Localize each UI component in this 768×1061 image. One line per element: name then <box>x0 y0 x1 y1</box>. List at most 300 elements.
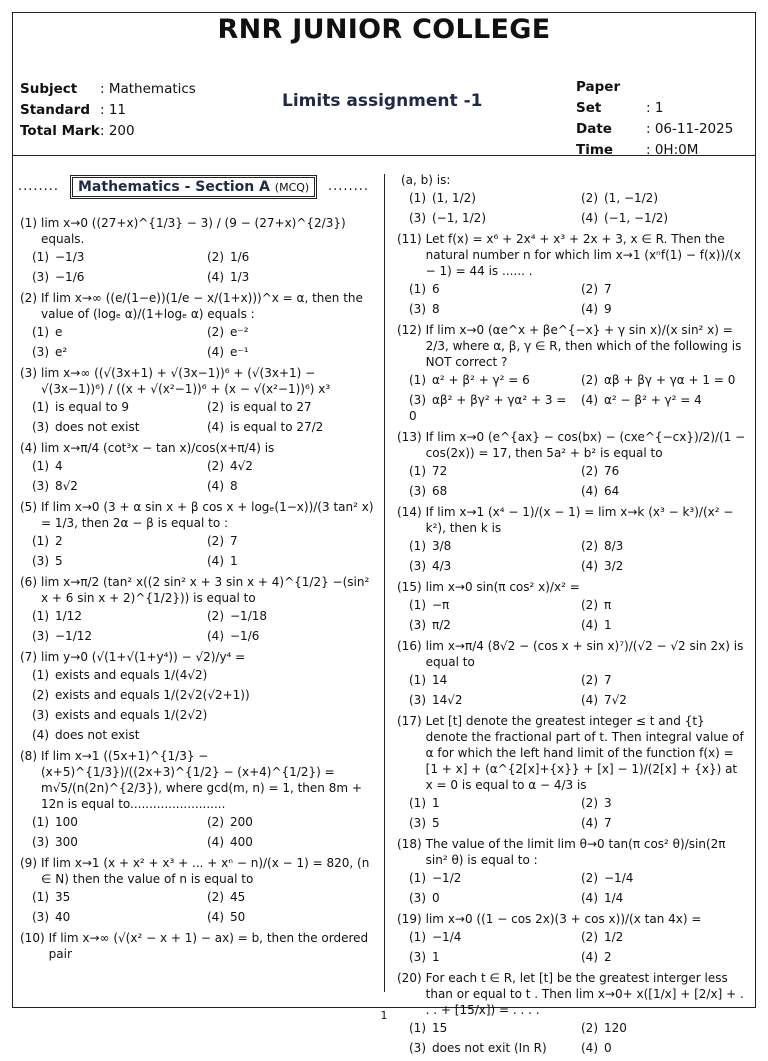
answer-option[interactable] <box>581 390 747 426</box>
option-number: (1) <box>32 890 49 904</box>
option-number: (1) <box>32 534 49 548</box>
option-text: 0 <box>432 891 440 905</box>
answer-option[interactable] <box>581 188 747 208</box>
option-text: e⁻¹ <box>230 345 249 359</box>
answer-option[interactable] <box>581 690 747 710</box>
option-number: (2) <box>207 815 224 829</box>
option-number: (1) <box>32 400 49 414</box>
option-text: 8/3 <box>604 539 624 553</box>
answer-option[interactable] <box>581 536 747 556</box>
question-item <box>20 215 376 287</box>
question-number: (16) <box>397 639 422 653</box>
option-text: exists and equals 1/(2√2(√2+1)) <box>55 688 250 702</box>
question-text <box>20 855 376 887</box>
question-number: (11) <box>397 232 422 246</box>
answer-option[interactable] <box>207 606 376 626</box>
left-meta <box>20 79 196 142</box>
option-text: 1/6 <box>230 250 250 264</box>
option-text: exists and equals 1/(4√2) <box>55 668 208 682</box>
answer-option[interactable] <box>207 476 376 496</box>
section-subtitle: (MCQ) <box>274 181 310 194</box>
question-item <box>397 172 747 228</box>
answer-option[interactable] <box>32 456 201 476</box>
question-item <box>397 322 747 426</box>
option-text: −1/18 <box>230 609 268 623</box>
question-stem: If lim x→0 (e^{ax} − cos(bx) − (cxe^{−cx})/2)/(1 − cos(2x)) = 17, then 5a² + b² is equal to <box>425 430 746 460</box>
option-number: (4) <box>207 479 224 493</box>
question-item <box>20 365 376 437</box>
meta-key: Paper Set <box>576 79 621 116</box>
answer-option[interactable] <box>207 832 376 852</box>
question-text <box>20 574 376 606</box>
answer-option[interactable] <box>409 188 575 208</box>
question-text <box>20 930 376 962</box>
questions-right-column <box>397 172 747 1061</box>
option-text: 68 <box>432 484 448 498</box>
answer-option[interactable] <box>581 481 747 501</box>
answer-option[interactable] <box>32 247 201 267</box>
option-text: −π <box>432 598 450 612</box>
answer-option[interactable] <box>207 247 376 267</box>
answer-option[interactable] <box>409 556 575 576</box>
question-stem: Let [t] denote the greatest integer ≤ t and {t} denote the fractional part of t. Then integral value of α for which the left hand limit of the function f(x) = [1 + x] + (α^{2[x]+{x}} + [x] − 1)/(2[x] + {x}) at x = 0 is equal to α − 4/3 is <box>425 714 744 792</box>
answer-option[interactable] <box>409 461 575 481</box>
option-text: 15 <box>432 1021 448 1035</box>
option-text: 40 <box>55 910 71 924</box>
option-text: 8 <box>230 479 238 493</box>
answer-option[interactable] <box>32 606 201 626</box>
question-text <box>397 231 747 279</box>
question-text <box>397 836 747 868</box>
question-item <box>20 290 376 362</box>
answer-option[interactable] <box>409 868 575 888</box>
answer-option[interactable] <box>581 1038 747 1058</box>
meta-key: Time <box>576 142 614 158</box>
option-number: (3) <box>409 891 426 905</box>
question-stem: lim x→0 ((27+x)^{1/3} − 3) / (9 − (27+x)^{2/3}) equals. <box>41 216 346 246</box>
option-text: 35 <box>55 890 71 904</box>
question-item <box>397 713 747 833</box>
answer-option[interactable] <box>409 670 575 690</box>
option-text: 1/2 <box>604 930 624 944</box>
question-stem: If lim x→∞ ((e/(1−e))(1/e − x/(1+x)))^x = α, then the value of (logₑ α)/(1+logₑ α) equals : <box>41 291 363 321</box>
option-number: (4) <box>581 891 598 905</box>
question-item <box>397 911 747 967</box>
option-text: 8 <box>432 302 440 316</box>
option-text: 72 <box>432 464 448 478</box>
answer-option[interactable] <box>207 322 376 342</box>
section-dots-left: ........ <box>18 179 60 194</box>
options-grid <box>409 188 747 228</box>
question-item <box>20 855 376 927</box>
question-stem: If lim x→1 (x + x² + x³ + ... + xⁿ − n)/(x − 1) = 820, (n ∈ N) then the value of n is equal to <box>41 856 370 886</box>
option-number: (3) <box>32 910 49 924</box>
option-number: (4) <box>581 302 598 316</box>
answer-option[interactable] <box>32 887 201 907</box>
page-number: 1 <box>380 1009 388 1022</box>
option-number: (3) <box>409 211 426 225</box>
option-text: α² + β² + γ² = 6 <box>432 373 530 387</box>
option-number: (2) <box>207 325 224 339</box>
option-number: (1) <box>409 282 426 296</box>
option-number: (3) <box>32 270 49 284</box>
answer-option[interactable] <box>409 208 575 228</box>
meta-value: : 0H:0M <box>646 142 699 158</box>
answer-option[interactable] <box>409 927 575 947</box>
option-number: (2) <box>581 930 598 944</box>
option-number: (2) <box>32 688 49 702</box>
answer-option[interactable] <box>32 322 201 342</box>
answer-option[interactable] <box>409 813 575 833</box>
meta-row-paper-set <box>576 77 733 119</box>
option-number: (3) <box>32 479 49 493</box>
question-text <box>397 322 747 370</box>
answer-option[interactable] <box>409 536 575 556</box>
option-number: (4) <box>581 816 598 830</box>
option-text: 1 <box>230 554 238 568</box>
option-text: 45 <box>230 890 246 904</box>
question-item <box>20 930 376 962</box>
answer-option[interactable] <box>581 927 747 947</box>
answer-option[interactable] <box>581 461 747 481</box>
options-grid <box>409 868 747 908</box>
header-divider <box>12 155 756 156</box>
question-text <box>20 440 376 456</box>
option-number: (2) <box>581 191 598 205</box>
options-grid <box>409 279 747 319</box>
option-number: (1) <box>32 815 49 829</box>
option-number: (2) <box>581 1021 598 1035</box>
question-item <box>397 638 747 710</box>
answer-option[interactable] <box>207 812 376 832</box>
option-text: e⁻² <box>230 325 249 339</box>
question-number: (13) <box>397 430 422 444</box>
question-stem: lim x→π/2 (tan² x((2 sin² x + 3 sin x + 4)^{1/2} −(sin² x + 6 sin x + 2)^{1/2})) is equal to <box>41 575 370 605</box>
options-grid <box>32 531 376 571</box>
answer-option[interactable] <box>581 947 747 967</box>
option-text: 9 <box>604 302 612 316</box>
question-number: (15) <box>397 580 422 594</box>
option-text: 1 <box>432 950 440 964</box>
options-grid <box>409 670 747 710</box>
question-item <box>397 231 747 319</box>
answer-option[interactable] <box>581 888 747 908</box>
answer-option[interactable] <box>32 705 376 725</box>
question-number: (12) <box>397 323 422 337</box>
option-number: (1) <box>409 539 426 553</box>
options-grid <box>409 536 747 576</box>
answer-option[interactable] <box>409 595 575 615</box>
option-text: 50 <box>230 910 246 924</box>
option-text: 8√2 <box>55 479 78 493</box>
option-text: (−1, 1/2) <box>432 211 486 225</box>
answer-option[interactable] <box>409 947 575 967</box>
option-text: 7√2 <box>604 693 627 707</box>
option-text: 14 <box>432 673 448 687</box>
answer-option[interactable] <box>32 665 376 685</box>
column-divider <box>384 174 385 992</box>
meta-key: Total Mark <box>20 123 100 139</box>
option-number: (4) <box>581 393 598 407</box>
option-number: (1) <box>409 191 426 205</box>
option-number: (4) <box>581 618 598 632</box>
option-number: (1) <box>409 373 426 387</box>
section-title-box <box>70 175 317 199</box>
question-number: (20) <box>397 971 422 985</box>
option-text: 14√2 <box>432 693 463 707</box>
answer-option[interactable] <box>207 342 376 362</box>
option-number: (2) <box>581 373 598 387</box>
answer-option[interactable] <box>581 279 747 299</box>
question-stem: The value of the limit lim θ→0 tan(π cos² θ)/sin(2π sin² θ) is equal to : <box>425 837 726 867</box>
option-text: 76 <box>604 464 620 478</box>
option-number: (2) <box>581 871 598 885</box>
meta-row-date <box>576 119 733 140</box>
option-text: 7 <box>604 282 612 296</box>
options-grid <box>32 665 376 745</box>
question-number: (17) <box>397 714 422 728</box>
option-text: is equal to 27/2 <box>230 420 324 434</box>
answer-option[interactable] <box>581 299 747 319</box>
option-text: 4/3 <box>432 559 452 573</box>
option-text: 7 <box>230 534 238 548</box>
question-text <box>397 429 747 461</box>
question-stem: If lim x→0 (αe^x + βe^{−x} + γ sin x)/(x sin² x) = 2/3, where α, β, γ ∈ R, then which of the following is NOT correct ? <box>425 323 742 369</box>
college-name: RNR JUNIOR COLLEGE <box>217 14 551 45</box>
question-item <box>397 429 747 501</box>
option-number: (1) <box>409 930 426 944</box>
section-dots-right: ........ <box>328 179 370 194</box>
answer-option[interactable] <box>207 907 376 927</box>
option-text: 2 <box>55 534 63 548</box>
option-text: 1 <box>604 618 612 632</box>
section-title: Mathematics - Section A <box>78 179 270 195</box>
option-text: −1/6 <box>55 270 85 284</box>
option-text: π <box>604 598 612 612</box>
option-number: (3) <box>32 345 49 359</box>
option-text: 120 <box>604 1021 627 1035</box>
option-number: (2) <box>207 400 224 414</box>
answer-option[interactable] <box>581 208 747 228</box>
meta-key: Standard <box>20 102 90 118</box>
answer-option[interactable] <box>32 725 376 745</box>
option-text: −1/4 <box>604 871 634 885</box>
option-text: αβ + βγ + γα + 1 = 0 <box>604 373 736 387</box>
answer-option[interactable] <box>581 793 747 813</box>
answer-option[interactable] <box>32 832 201 852</box>
answer-option[interactable] <box>409 390 575 426</box>
option-number: (4) <box>207 910 224 924</box>
option-number: (4) <box>207 629 224 643</box>
option-number: (2) <box>207 250 224 264</box>
options-grid <box>32 606 376 646</box>
option-number: (2) <box>581 539 598 553</box>
answer-option[interactable] <box>32 685 376 705</box>
option-text: e <box>55 325 63 339</box>
option-number: (3) <box>409 302 426 316</box>
option-number: (3) <box>409 693 426 707</box>
option-text: (1, −1/2) <box>604 191 658 205</box>
question-number: (9) <box>20 856 37 870</box>
options-grid <box>409 461 747 501</box>
answer-option[interactable] <box>409 690 575 710</box>
answer-option[interactable] <box>581 615 747 635</box>
question-text <box>397 911 747 927</box>
option-text: 3/8 <box>432 539 452 553</box>
question-text <box>20 290 376 322</box>
option-text: α² − β² + γ² = 4 <box>604 393 702 407</box>
option-text: 2 <box>604 950 612 964</box>
option-number: (3) <box>32 554 49 568</box>
option-number: (1) <box>32 459 49 473</box>
option-text: 400 <box>230 835 253 849</box>
option-number: (3) <box>409 618 426 632</box>
option-text: (1, 1/2) <box>432 191 476 205</box>
answer-option[interactable] <box>207 267 376 287</box>
options-grid <box>32 247 376 287</box>
option-text: is equal to 9 <box>55 400 130 414</box>
question-stem: lim x→∞ ((√(3x+1) + √(3x−1))⁶ + (√(3x+1) − √(3x−1))⁶) / ((x + √(x²−1))⁶ + (x − √(x²−1))⁶) x³ <box>41 366 331 396</box>
right-meta <box>576 77 733 161</box>
option-text: does not exist <box>55 728 140 742</box>
answer-option[interactable] <box>32 626 201 646</box>
option-text: 0 <box>604 1041 612 1055</box>
option-number: (1) <box>32 609 49 623</box>
answer-option[interactable] <box>409 481 575 501</box>
question-number: (1) <box>20 216 37 230</box>
answer-option[interactable] <box>581 868 747 888</box>
option-number: (4) <box>207 420 224 434</box>
meta-row-subject <box>20 79 196 100</box>
option-text: αβ² + βγ² + γα² + 3 = 0 <box>409 393 567 423</box>
answer-option[interactable] <box>32 531 201 551</box>
option-number: (2) <box>581 673 598 687</box>
answer-option[interactable] <box>32 342 201 362</box>
option-text: 7 <box>604 816 612 830</box>
question-item <box>20 440 376 496</box>
option-number: (1) <box>32 325 49 339</box>
option-number: (2) <box>581 464 598 478</box>
option-text: does not exit (In R) <box>432 1041 547 1055</box>
option-number: (3) <box>32 835 49 849</box>
question-text <box>397 713 747 793</box>
answer-option[interactable] <box>207 456 376 476</box>
answer-option[interactable] <box>32 907 201 927</box>
answer-option[interactable] <box>581 595 747 615</box>
question-number: (14) <box>397 505 422 519</box>
question-stem: lim x→0 sin(π cos² x)/x² = <box>425 580 580 594</box>
options-grid <box>409 1018 747 1058</box>
meta-value: : 1 <box>646 100 664 116</box>
option-number: (4) <box>207 270 224 284</box>
answer-option[interactable] <box>581 370 747 390</box>
question-number: (7) <box>20 650 37 664</box>
answer-option[interactable] <box>409 615 575 635</box>
answer-option[interactable] <box>581 556 747 576</box>
answer-option[interactable] <box>409 1038 575 1058</box>
answer-option[interactable] <box>32 417 201 437</box>
option-number: (1) <box>32 668 49 682</box>
option-text: (−1, −1/2) <box>604 211 669 225</box>
option-number: (2) <box>207 534 224 548</box>
meta-row-total-mark <box>20 121 196 142</box>
question-number: (18) <box>397 837 422 851</box>
option-text: 5 <box>55 554 63 568</box>
question-stem: If lim x→0 (3 + α sin x + β cos x + logₑ(1−x))/(3 tan² x) = 1/3, then 2α − β is equal to : <box>41 500 374 530</box>
answer-option[interactable] <box>581 670 747 690</box>
option-number: (4) <box>207 554 224 568</box>
question-stem: For each t ∈ R, let [t] be the greatest interger less than or equal to t . Then lim x→0+ x([1/x] + [2/x] + . . . + [15/x]) = . . . . <box>425 971 744 1017</box>
answer-option[interactable] <box>207 417 376 437</box>
option-number: (3) <box>409 1041 426 1055</box>
question-text <box>397 579 747 595</box>
answer-option[interactable] <box>32 397 201 417</box>
answer-option[interactable] <box>207 626 376 646</box>
option-number: (2) <box>581 598 598 612</box>
options-grid <box>32 397 376 437</box>
answer-option[interactable] <box>409 370 575 390</box>
question-text <box>397 638 747 670</box>
option-number: (4) <box>581 693 598 707</box>
answer-option[interactable] <box>409 299 575 319</box>
option-text: 1/12 <box>55 609 82 623</box>
question-number: (8) <box>20 749 37 763</box>
meta-value: : 11 <box>100 102 127 118</box>
answer-option[interactable] <box>409 279 575 299</box>
meta-row-time <box>576 140 733 161</box>
question-text <box>20 365 376 397</box>
option-number: (3) <box>32 708 49 722</box>
option-number: (1) <box>409 598 426 612</box>
option-number: (1) <box>409 871 426 885</box>
option-number: (3) <box>409 484 426 498</box>
option-number: (3) <box>409 559 426 573</box>
question-item <box>20 748 376 852</box>
option-text: does not exist <box>55 420 140 434</box>
option-number: (4) <box>581 484 598 498</box>
question-stem: lim x→0 ((1 − cos 2x)(3 + cos x))/(x tan 4x) = <box>425 912 702 926</box>
option-number: (2) <box>207 890 224 904</box>
questions-left-column <box>20 215 376 965</box>
option-number: (2) <box>207 459 224 473</box>
answer-option[interactable] <box>207 887 376 907</box>
option-text: 1/4 <box>604 891 624 905</box>
answer-option[interactable] <box>207 551 376 571</box>
answer-option[interactable] <box>207 531 376 551</box>
option-number: (4) <box>581 950 598 964</box>
question-stem: lim x→π/4 (8√2 − (cos x + sin x)⁷)/(√2 − √2 sin 2x) is equal to <box>425 639 744 669</box>
answer-option[interactable] <box>32 476 201 496</box>
answer-option[interactable] <box>581 813 747 833</box>
answer-option[interactable] <box>32 551 201 571</box>
options-grid <box>409 370 747 426</box>
option-number: (1) <box>32 250 49 264</box>
option-number: (2) <box>581 796 598 810</box>
question-text <box>397 172 747 188</box>
answer-option[interactable] <box>409 793 575 813</box>
option-text: 6 <box>432 282 440 296</box>
answer-option[interactable] <box>207 397 376 417</box>
option-text: 200 <box>230 815 253 829</box>
option-number: (3) <box>32 629 49 643</box>
answer-option[interactable] <box>32 812 201 832</box>
options-grid <box>32 456 376 496</box>
answer-option[interactable] <box>409 888 575 908</box>
option-text: 4 <box>55 459 63 473</box>
option-text: 100 <box>55 815 78 829</box>
question-text <box>20 215 376 247</box>
answer-option[interactable] <box>32 267 201 287</box>
